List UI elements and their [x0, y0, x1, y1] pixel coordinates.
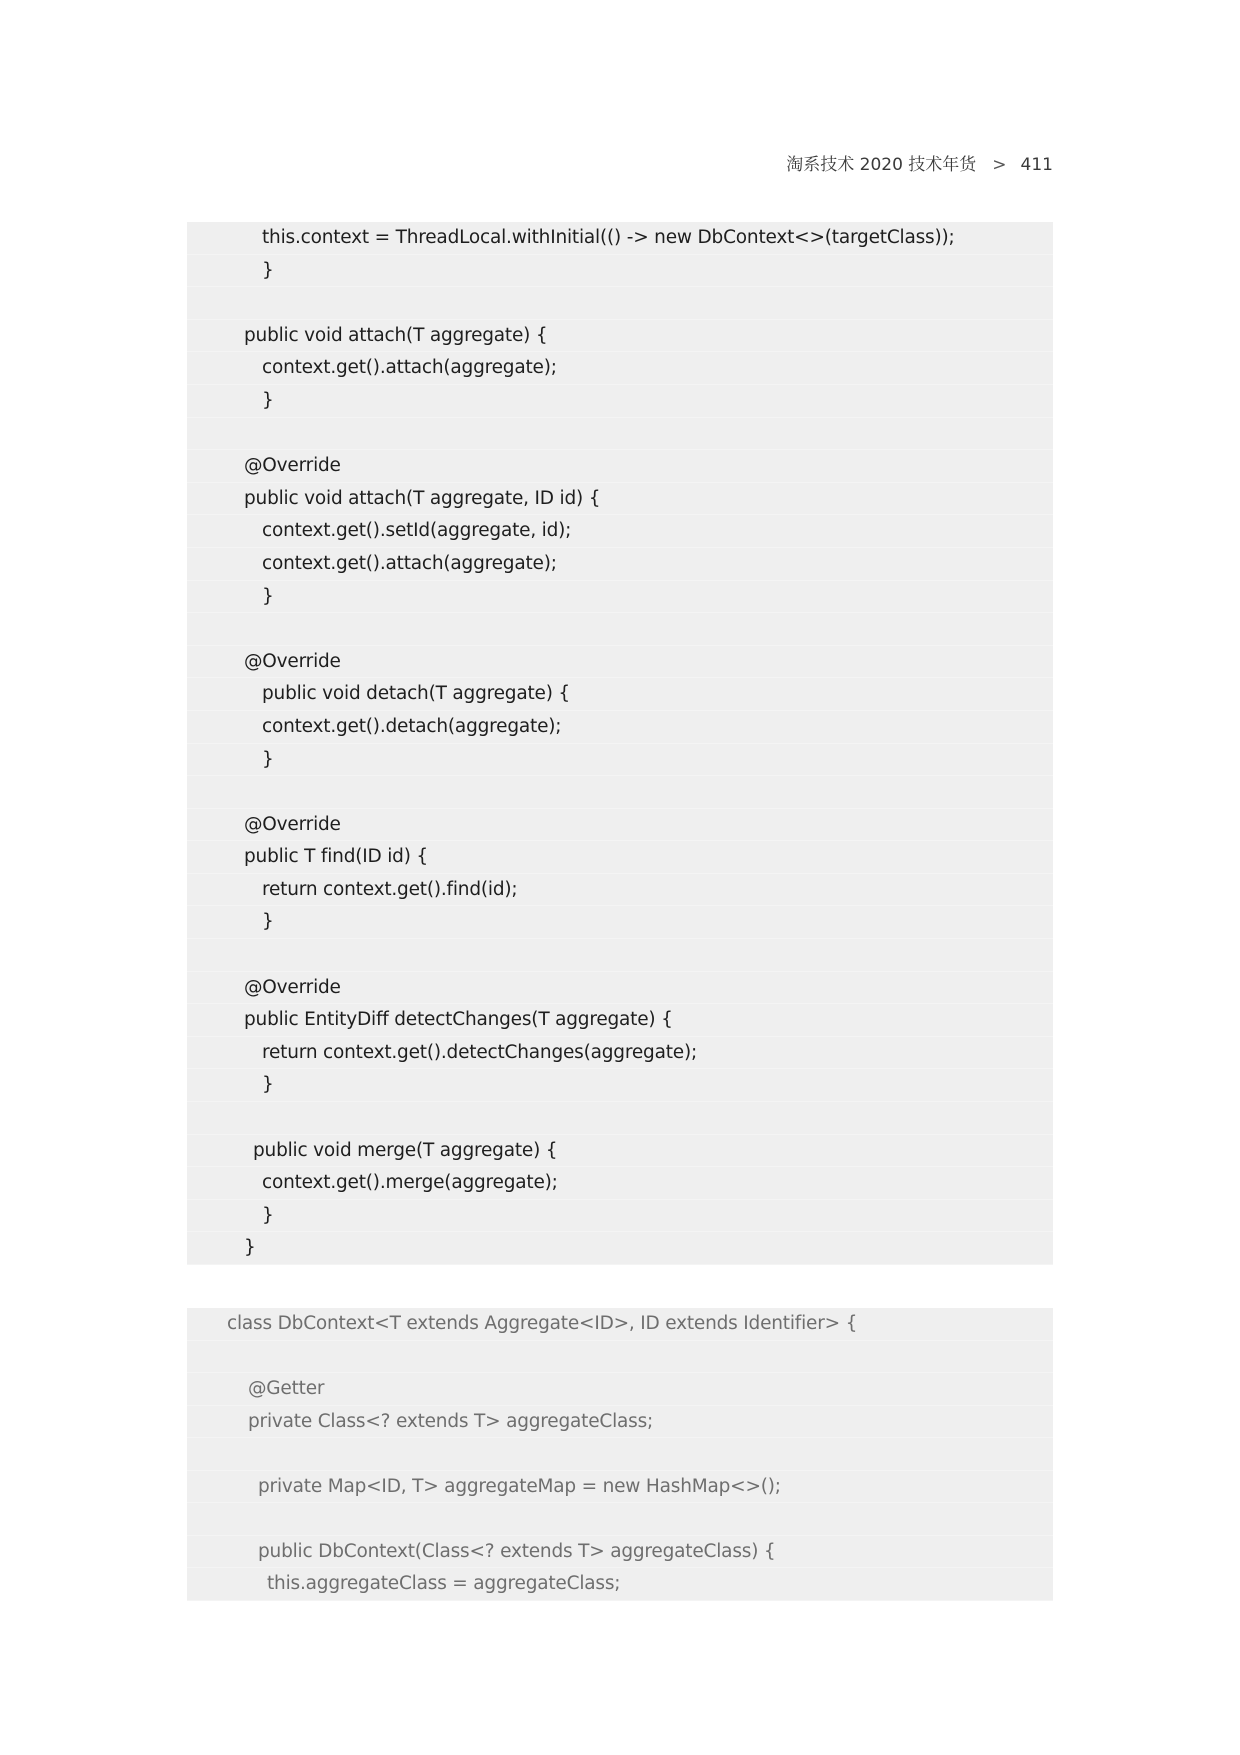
code-line: public void detach(T aggregate) {	[187, 678, 1053, 711]
code-line	[187, 287, 1053, 320]
code-line: private Map<ID, T> aggregateMap = new HashMap<>();	[187, 1471, 1053, 1504]
code-line: public DbContext(Class<? extends T> aggregateClass) {	[187, 1536, 1053, 1569]
code-block-dbcontext	[187, 1308, 1053, 1601]
code-line: context.get().setId(aggregate, id);	[187, 515, 1053, 548]
code-line	[187, 1503, 1053, 1536]
code-line: context.get().detach(aggregate);	[187, 711, 1053, 744]
code-line: }	[187, 255, 1053, 288]
code-line: public void attach(T aggregate, ID id) {	[187, 483, 1053, 516]
code-line: @Getter	[187, 1373, 1053, 1406]
code-line: }	[187, 1200, 1053, 1233]
code-line: }	[187, 1232, 1053, 1265]
code-line	[187, 1341, 1053, 1374]
page-number: 411	[1020, 155, 1053, 175]
code-line: @Override	[187, 972, 1053, 1005]
code-line	[187, 418, 1053, 451]
code-line: public void merge(T aggregate) {	[187, 1135, 1053, 1168]
book-title: 淘系技术 2020 技术年货	[786, 155, 977, 175]
code-line: }	[187, 581, 1053, 614]
page-header	[0, 150, 1053, 180]
code-line: context.get().attach(aggregate);	[187, 352, 1053, 385]
code-line	[187, 776, 1053, 809]
code-line: @Override	[187, 450, 1053, 483]
code-line: private Class<? extends T> aggregateClass;	[187, 1406, 1053, 1439]
code-line	[187, 1438, 1053, 1471]
code-line: public void attach(T aggregate) {	[187, 320, 1053, 353]
code-line: @Override	[187, 809, 1053, 842]
code-line	[187, 1102, 1053, 1135]
code-line: public EntityDiff detectChanges(T aggregate) {	[187, 1004, 1053, 1037]
code-line	[187, 939, 1053, 972]
code-line: }	[187, 744, 1053, 777]
header-separator: >	[992, 155, 1007, 175]
code-line: }	[187, 1069, 1053, 1102]
code-block-repository	[187, 222, 1053, 1265]
code-line: context.get().attach(aggregate);	[187, 548, 1053, 581]
code-line: return context.get().detectChanges(aggregate);	[187, 1037, 1053, 1070]
code-line: public T find(ID id) {	[187, 841, 1053, 874]
code-line: this.context = ThreadLocal.withInitial(() -> new DbContext<>(targetClass));	[187, 222, 1053, 255]
code-line: return context.get().find(id);	[187, 874, 1053, 907]
code-line: }	[187, 385, 1053, 418]
code-line	[187, 613, 1053, 646]
code-line: this.aggregateClass = aggregateClass;	[187, 1568, 1053, 1601]
code-line: context.get().merge(aggregate);	[187, 1167, 1053, 1200]
code-line: @Override	[187, 646, 1053, 679]
code-line: class DbContext<T extends Aggregate<ID>, ID extends Identifier> {	[187, 1308, 1053, 1341]
code-line: }	[187, 906, 1053, 939]
